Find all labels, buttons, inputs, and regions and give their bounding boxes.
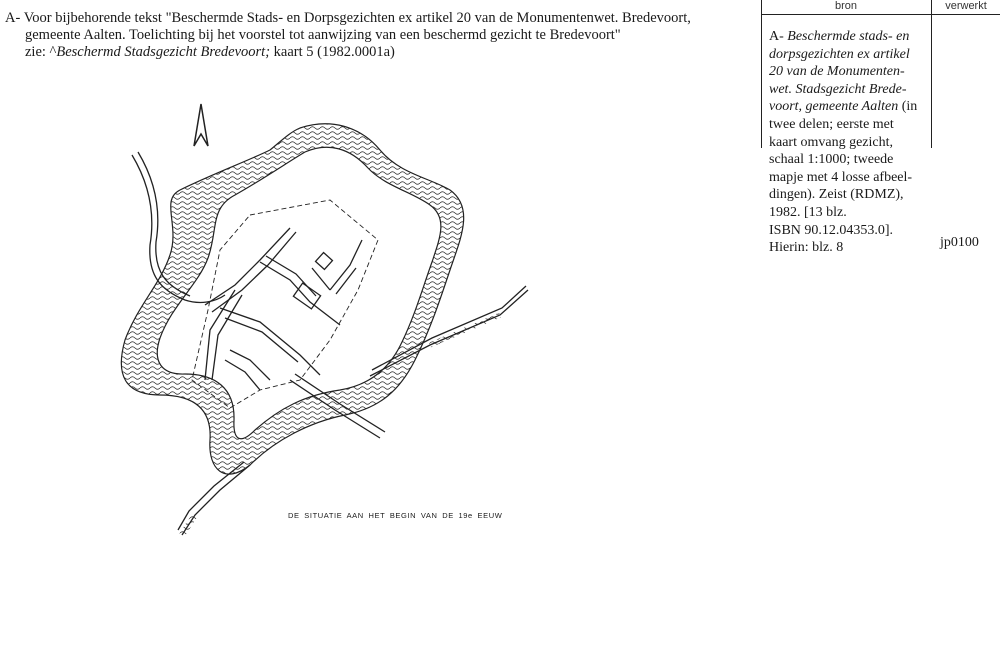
source-line: twee delen; eerste met xyxy=(769,116,894,132)
reference-code: jp0100 xyxy=(940,235,979,250)
map-number-ref: kaart 5 (1982.0001a) xyxy=(270,44,395,60)
source-line: mapje met 4 losse afbeel- xyxy=(769,169,913,185)
description-text-1: Voor bijbehorende tekst "Beschermde Stads- en Dorpsgezichten ex artikel 20 van de Monumentenwet. Bredevoort, xyxy=(23,10,691,26)
bredevoort-map xyxy=(100,90,540,550)
stream xyxy=(182,515,195,535)
main-description xyxy=(5,10,745,61)
source-line: dorpsgezichten ex artikel xyxy=(769,46,910,62)
streets xyxy=(205,228,362,390)
column-header-bron: bron xyxy=(834,0,858,12)
source-citation xyxy=(769,28,934,257)
north-arrow-icon xyxy=(194,104,208,146)
source-line: Hierin: blz. 8 xyxy=(769,240,844,256)
column-divider-left xyxy=(761,0,762,148)
see-label: zie: ^ xyxy=(25,44,57,60)
moat xyxy=(121,124,463,474)
description-line-2: gemeente Aalten. Toelichting bij het voorstel tot aanwijzing van een beschermd gezicht te Bredevoort" xyxy=(25,27,621,43)
source-line: A- Beschermde stads- en xyxy=(769,29,910,44)
source-line: wet. Stadsgezicht Brede- xyxy=(769,81,907,97)
description-line-3 xyxy=(5,44,745,61)
map-caption: DE SITUATIE AAN HET BEGIN VAN DE 19e EEUW xyxy=(288,511,503,520)
header-rule xyxy=(762,14,1000,15)
source-line: schaal 1:1000; tweede xyxy=(769,152,894,168)
map-title-ref: Beschermd Stadsgezicht Bredevoort; xyxy=(56,44,271,60)
description-line-1 xyxy=(5,10,745,27)
town-outline xyxy=(192,200,378,408)
source-line: kaart omvang gezicht, xyxy=(769,134,894,150)
column-header-verwerkt: verwerkt xyxy=(945,0,987,12)
source-line: ISBN 90.12.04353.0]. xyxy=(769,222,894,238)
source-line: dingen). Zeist (RDMZ), xyxy=(769,187,904,203)
item-prefix: A- xyxy=(5,10,21,26)
stream xyxy=(430,315,500,345)
source-line: 20 van de Monumenten- xyxy=(769,64,905,80)
source-line: voort, gemeente Aalten (in xyxy=(769,99,918,115)
source-line: 1982. [13 blz. xyxy=(769,204,847,220)
